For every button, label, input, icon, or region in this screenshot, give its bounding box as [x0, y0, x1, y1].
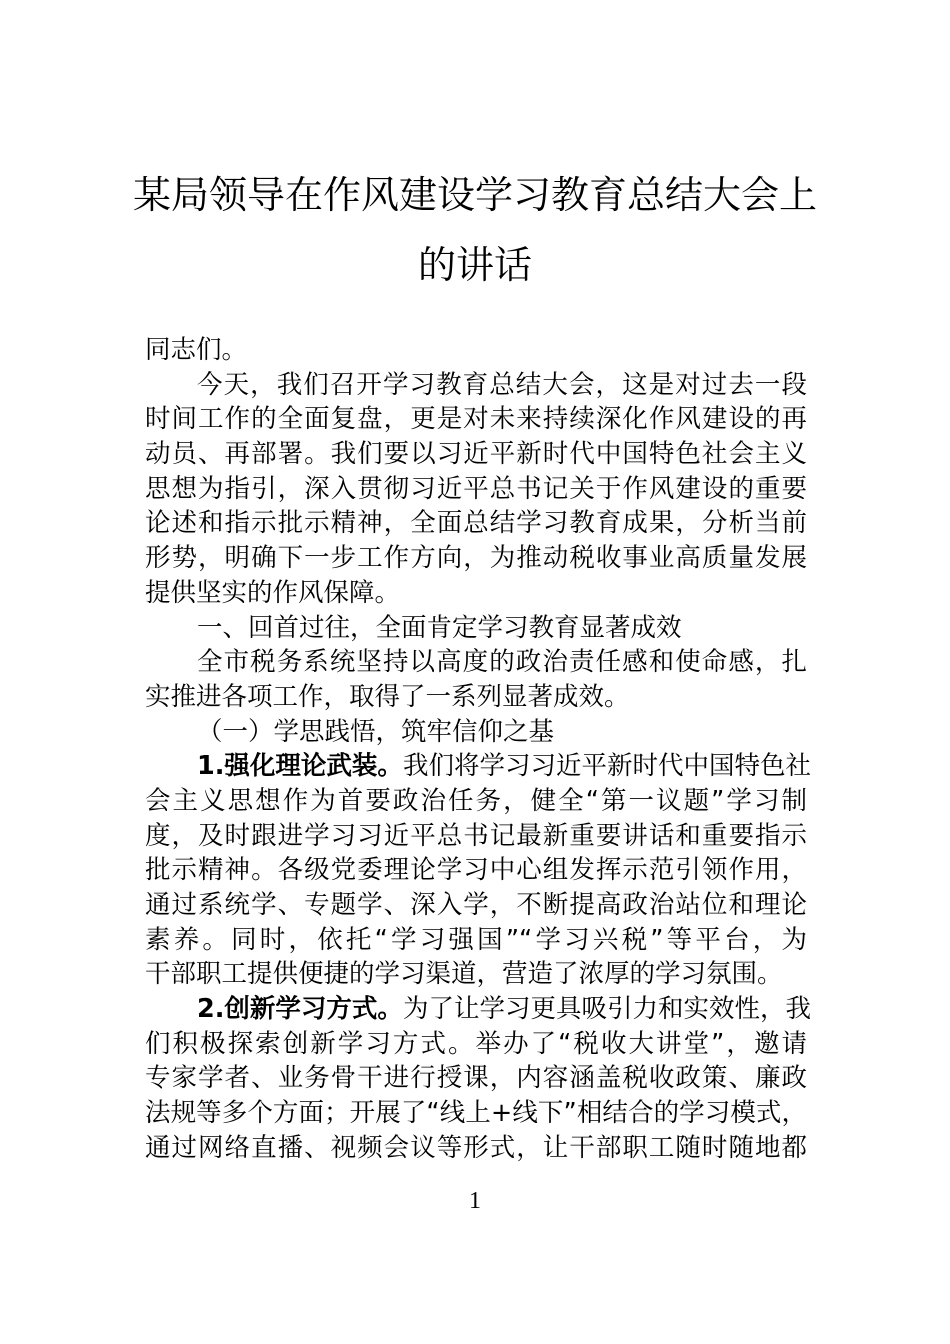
text-line [145, 784, 807, 819]
line-text: 实推进各项工作，取得了一系列显著成效。 [145, 681, 630, 712]
text-line [145, 472, 807, 507]
line-text: 全市税务系统坚持以高度的政治责任感和使命感，扎 [197, 647, 807, 678]
line-text: 同志们。 [145, 335, 248, 365]
page-number: 1 [469, 1188, 481, 1214]
text-line [145, 957, 807, 992]
bold-heading: 2.创新学习方式。 [197, 994, 403, 1025]
line-text: 通过系统学、专题学、深入学，不断提高政治站位和理论 [145, 890, 807, 920]
line-text: 批示精神。各级党委理论学习中心组发挥示范引领作用， [145, 855, 807, 886]
bold-heading: 1.强化理论武装。 [197, 751, 403, 782]
text-line [145, 506, 807, 541]
text-line [145, 611, 807, 646]
document-body [145, 333, 811, 1166]
text-line [145, 819, 807, 854]
text-line [145, 1027, 807, 1062]
line-text: 通过网络直播、视频会议等形式，让干部职工随时随地都 [145, 1132, 807, 1163]
text-line [145, 333, 807, 368]
line-text: 论述和指示批示精神，全面总结学习教育成果，分析当前 [145, 508, 807, 539]
text-line [145, 541, 807, 576]
text-line [145, 1096, 807, 1131]
text-line [145, 368, 807, 403]
text-line [145, 992, 811, 1027]
line-text: 时间工作的全面复盘，更是对未来持续深化作风建设的再 [145, 404, 807, 435]
text-line [145, 853, 807, 888]
text-line [145, 437, 807, 472]
line-text: 为了让学习更具吸引力和实效性，我 [402, 994, 811, 1025]
text-line [145, 888, 807, 923]
text-line [145, 1131, 807, 1166]
line-text: 干部职工提供便捷的学习渠道，营造了浓厚的学习氛围。 [145, 959, 783, 990]
title-line: 某局领导在作风建设学习教育总结大会上 [132, 173, 817, 217]
line-text: 动员、再部署。我们要以习近平新时代中国特色社会主义 [145, 439, 807, 470]
line-text: 一、回首过往，全面肯定学习教育显著成效 [197, 612, 682, 643]
line-text: 素养。同时，依托“学习强国”“学习兴税”等平台，为 [145, 924, 807, 955]
line-text: 专家学者、业务骨干进行授课，内容涵盖税收政策、廉政 [145, 1063, 807, 1094]
document-title [0, 160, 950, 300]
line-text: 我们将学习习近平新时代中国特色社 [402, 751, 811, 782]
title-line: 的讲话 [417, 243, 532, 287]
text-line [145, 715, 807, 750]
line-text: 形势，明确下一步工作方向，为推动税收事业高质量发展 [145, 543, 807, 574]
text-line [145, 402, 807, 437]
line-text: （一）学思践悟，筑牢信仰之基 [197, 716, 555, 747]
line-text: 法规等多个方面；开展了“线上+线下”相结合的学习模式， [145, 1098, 807, 1129]
line-text: 会主义思想作为首要政治任务，健全“第一议题”学习制 [145, 785, 807, 816]
line-text: 今天，我们召开学习教育总结大会，这是对过去一段 [197, 369, 807, 400]
line-text: 思想为指引，深入贯彻习近平总书记关于作风建设的重要 [145, 473, 807, 504]
line-text: 提供坚实的作风保障。 [145, 577, 401, 608]
text-line [145, 645, 807, 680]
text-line [145, 923, 807, 958]
text-line [145, 749, 811, 784]
text-line [145, 680, 807, 715]
line-text: 们积极探索创新学习方式。举办了“税收大讲堂”，邀请 [145, 1028, 807, 1059]
line-text: 度，及时跟进学习习近平总书记最新重要讲话和重要指示 [145, 820, 807, 851]
text-line [145, 1061, 807, 1096]
text-line [145, 576, 807, 611]
